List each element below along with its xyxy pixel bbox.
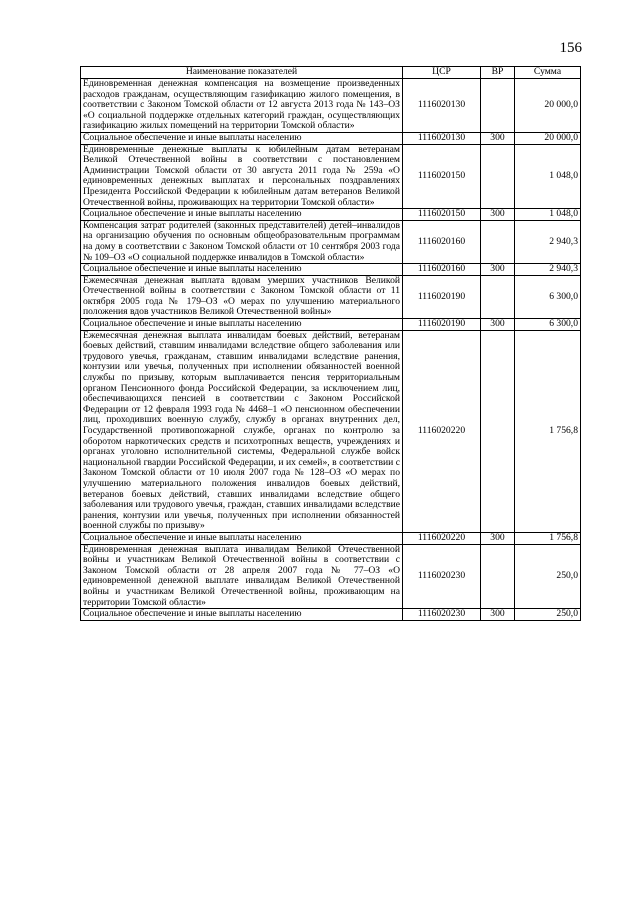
row-code: 1116020220	[403, 532, 481, 544]
row-sum: 20 000,0	[515, 79, 581, 133]
row-name: Социальное обеспечение и иные выплаты населению	[81, 264, 403, 276]
table-body	[81, 79, 581, 621]
row-vr: 300	[481, 264, 515, 276]
column-header-sum: Сумма	[515, 67, 581, 79]
table-header-row	[81, 67, 581, 79]
table-row	[81, 209, 581, 221]
row-name: Социальное обеспечение и иные выплаты населению	[81, 532, 403, 544]
row-sum: 250,0	[515, 609, 581, 621]
row-code: 1116020150	[403, 144, 481, 209]
table-row	[81, 330, 581, 532]
table-row	[81, 132, 581, 144]
row-code: 1116020150	[403, 209, 481, 221]
row-code: 1116020220	[403, 330, 481, 532]
table-row	[81, 264, 581, 276]
row-sum: 1 048,0	[515, 209, 581, 221]
column-header-code: ЦСР	[403, 67, 481, 79]
row-code: 1116020130	[403, 79, 481, 133]
table-row	[81, 319, 581, 331]
table-row	[81, 79, 581, 133]
row-name: Единовременные денежные выплаты к юбилейным датам ветеранам Великой Отечественной войны в соответствии с постановлением Администрации Томской области от 30 августа 2011 года № 259а «О единовременных денежных выплатах и персональных поздравлениях Президента Российской Федерации к юбилейным датам ветеранов Великой Отечественной войны, проживающих на территории Томской области»	[81, 144, 403, 209]
table-row	[81, 544, 581, 609]
column-header-vr: ВР	[481, 67, 515, 79]
row-vr	[481, 144, 515, 209]
row-name: Социальное обеспечение и иные выплаты населению	[81, 319, 403, 331]
table-row	[81, 275, 581, 318]
row-sum: 2 940,3	[515, 220, 581, 263]
column-header-name: Наименование показателей	[81, 67, 403, 79]
budget-table	[80, 66, 581, 621]
row-code: 1116020190	[403, 275, 481, 318]
row-vr: 300	[481, 609, 515, 621]
row-vr	[481, 220, 515, 263]
row-sum: 2 940,3	[515, 264, 581, 276]
row-code: 1116020130	[403, 132, 481, 144]
row-sum: 1 756,8	[515, 532, 581, 544]
row-code: 1116020230	[403, 609, 481, 621]
row-sum: 250,0	[515, 544, 581, 609]
table-row	[81, 532, 581, 544]
table-row	[81, 144, 581, 209]
row-name: Ежемесячная денежная выплата вдовам умерших участников Великой Отечественной войны в соответствии с Законом Томской области от 11 октября 2005 года № 179–ОЗ «О мерах по улучшению материального положения вдов участников Великой Отечественной войны»	[81, 275, 403, 318]
row-vr: 300	[481, 319, 515, 331]
row-code: 1116020160	[403, 264, 481, 276]
row-name: Компенсация затрат родителей (законных представителей) детей–инвалидов на организацию обучения по основным общеобразовательным программам на дому в соответствии с Законом Томской области от 10 сентября 2003 года № 109–ОЗ «О социальной поддержке инвалидов в Томской области»	[81, 220, 403, 263]
row-sum: 6 300,0	[515, 319, 581, 331]
table-header	[81, 67, 581, 79]
row-name: Социальное обеспечение и иные выплаты населению	[81, 209, 403, 221]
row-vr	[481, 544, 515, 609]
row-sum: 1 756,8	[515, 330, 581, 532]
page-number: 156	[559, 40, 582, 56]
row-vr	[481, 79, 515, 133]
row-name: Единовременная денежная компенсация на возмещение произведенных расходов гражданам, осуществляющим газификацию жилого помещения, в соответствии с Законом Томской области от 12 августа 2013 года № 143–ОЗ «О социальной поддержке отдельных категорий граждан, осуществляющих газификацию жилых помещений на территории Томской области»	[81, 79, 403, 133]
row-vr: 300	[481, 532, 515, 544]
row-vr	[481, 330, 515, 532]
table-row	[81, 220, 581, 263]
row-code: 1116020230	[403, 544, 481, 609]
row-sum: 6 300,0	[515, 275, 581, 318]
row-vr: 300	[481, 132, 515, 144]
row-code: 1116020160	[403, 220, 481, 263]
row-name: Социальное обеспечение и иные выплаты населению	[81, 132, 403, 144]
row-vr	[481, 275, 515, 318]
row-name: Ежемесячная денежная выплата инвалидам боевых действий, ветеранам боевых действий, ставшим инвалидами вследствие общего заболевания или трудового увечья, гражданам, ставшим инвалидами вследствие ранения, контузии или увечья, полученных при исполнении обязанностей военной службы по призыву, которым выплачивается пенсия территориальным органом Пенсионного фонда Российской Федерации, за исключением лиц, обеспечивающихся пенсией в соответствии с Законом Российской Федерации от 12 февраля 1993 года № 4468–1 «О пенсионном обеспечении лиц, проходивших военную службу, службу в органах внутренних дел, Государственной противопожарной службе, органах по контролю за оборотом наркотических средств и психотропных веществ, учреждениях и органах уголовно исполнительной системы, Федеральной службе войск национальной гвардии Российской Федерации, и их семей», в соответствии с Законом Томской области от 10 июля 2007 года № 128–ОЗ «О мерах по улучшению материального положения инвалидов боевых действий, ветеранов боевых действий, ставших инвалидами вследствие общего заболевания или трудового увечья, граждан, ставших инвалидами вследствие ранения, контузии или увечья, полученных при исполнении обязанностей военной службы по призыву»	[81, 330, 403, 532]
row-sum: 1 048,0	[515, 144, 581, 209]
row-vr: 300	[481, 209, 515, 221]
row-sum: 20 000,0	[515, 132, 581, 144]
row-name: Социальное обеспечение и иные выплаты населению	[81, 609, 403, 621]
row-name: Единовременная денежная выплата инвалидам Великой Отечественной войны и участникам Великой Отечественной войны в соответствии с Законом Томской области от 28 апреля 2007 года № 77–ОЗ «О единовременной денежной выплате инвалидам Великой Отечественной войны и участникам Великой Отечественной войны, проживающим на территории Томской области»	[81, 544, 403, 609]
row-code: 1116020190	[403, 319, 481, 331]
table-row	[81, 609, 581, 621]
